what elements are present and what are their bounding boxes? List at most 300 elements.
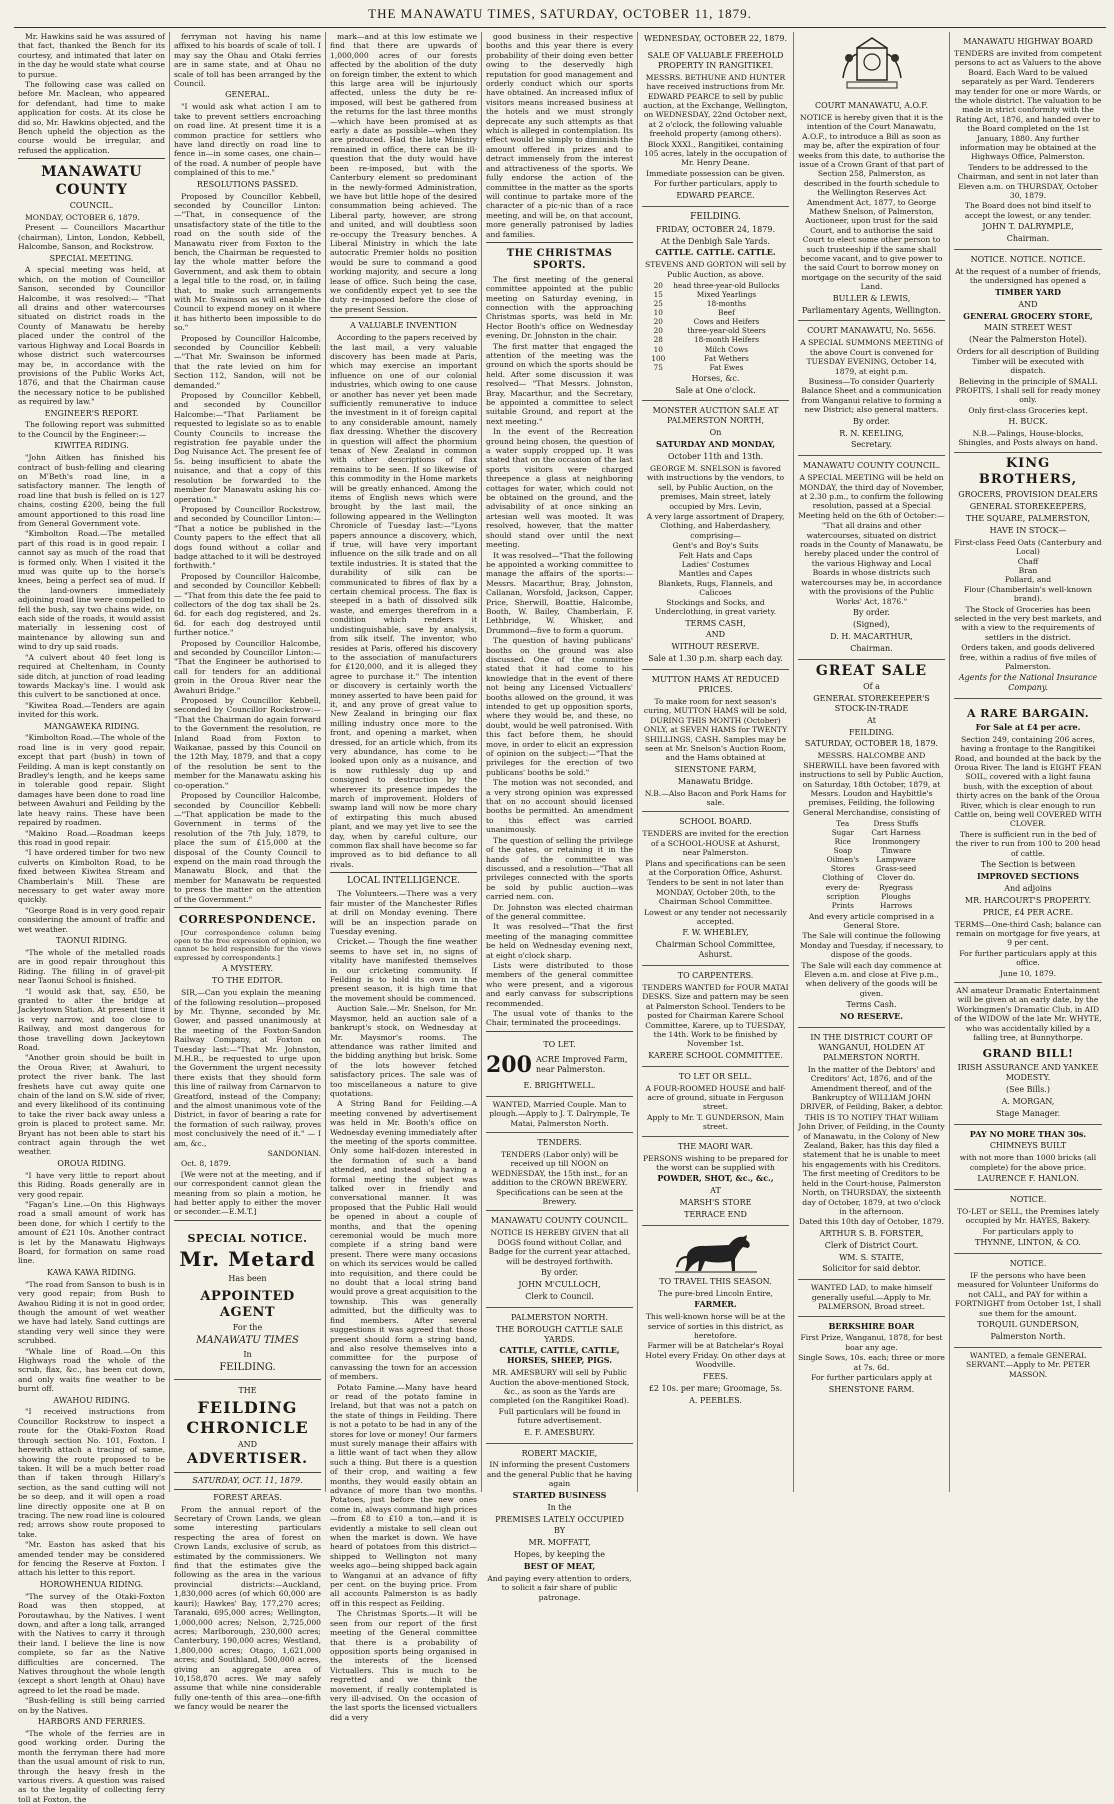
article-title: LOCAL INTELLIGENCE. (346, 876, 461, 887)
ad-date: WEDNESDAY, OCTOBER 22, 1879. (643, 34, 788, 43)
ad-title: THE BOROUGH CATTLE SALE YARDS. (496, 1324, 623, 1344)
resolution: Proposed by Councillor Halcombe, seconded by Councillor Kebbell:—"That application be made to the Government in terms of the resolution of the 7th July, 1879, to place the sum of £15,000 at the disposal of the County Council to expend on the main road through the Manawatu Block, and that the member for Manawatu be requested to press the matter on the attention of the Government." (174, 791, 321, 904)
ad-signature: KARERE SCHOOL COMMITTEE. (648, 1050, 783, 1060)
stock-desc: Mixed Yearlings (696, 290, 757, 300)
editorial-note: [Our correspondence column being open to the free expression of opinion, we cannot be held responsible for the views expressed by correspondents.] (174, 928, 321, 962)
ad-line: And adjoins (1004, 883, 1052, 893)
ad-text: GEORGE M. SNELSON is favored with instructions by the vendors, to sell, by Public Auction, on the premises, Main street, lately occupied by Mrs. Levin, (646, 464, 785, 511)
ad-text: WANTED LAD, to make himself generally useful.—Apply to Mr. PALMERSON, Broad street. (810, 1283, 933, 1312)
section-subheading: COUNCIL. (69, 201, 114, 210)
ad-text: June 10, 1879. (1000, 968, 1056, 978)
dramatic-ad (954, 983, 1102, 1125)
article-text: "The survey of the Otaki-Foxton Road was then stopped, at Poroutawhau, by the Natives. I went down, and after a long talk, arranged with the Natives to carry it through their land. I believe the line is now complete, so far as the Native difficulties are concerned. The Natives throughout the whole length (except a short length at Ohau) have agreed to let the road be made. (18, 1591, 165, 1695)
article-text: "I would ask that, say, £50, be granted to alter the bridge at Jackeytown Station. At present time it is very narrow, and too close to Railway, and most dangerous for those travelling down Jackeytown Road. (18, 986, 165, 1052)
ad-text: For further particulars apply at this office. (959, 948, 1097, 968)
ad-signature: H. BUCK. (1008, 417, 1048, 427)
stock-count: 10 (653, 344, 663, 354)
ad-line: MARSH'S STORE (679, 1198, 752, 1208)
letter-salutation: TO THE EDITOR. (211, 976, 283, 986)
ad-text: AN amateur Dramatic Entertainment will be given at an early date, by the Workingmen's Dramatic Club, in AID of the WIDOW of the late Mr. WHYTE, who was accidentally killed by a falling tree, at Bunnythorpe. (954, 985, 1102, 1042)
section-heading: CORRESPONDENCE. (178, 912, 317, 926)
editorial-note: [We were not at the meeting, and if our correspondent cannot glean the meaning from so plain a motion, he had better apply to either the mover or seconder.—E.M.T.] (174, 1169, 321, 1217)
divider (330, 872, 477, 873)
ad-title: GRAND BILL! (982, 1047, 1074, 1061)
notice-line: In (243, 1349, 252, 1359)
ad-text: This well-known horse will be at the service of sorties in this district, as heretofore. (645, 1312, 786, 1341)
article-text: "Kiwitea Road.—Tenders are again invited for this work. (18, 700, 165, 720)
ad-text: Apply to Mr. T. GUNDERSON, Main street. (646, 1112, 785, 1132)
article-text: ferryman not having his name affixed to his boards of scale of toll. I may say the Ohau and Otaki ferries are in same state, and at Ohau no scale of toll has been arranged by the Council. (174, 32, 321, 89)
article-text: good business in their respective booths and this year there is every probability of their doing even better owing to the deservedly high reputation for good management and orderly conduct which our sports have obtained. An increased influx of visitors means increased business at the hotels and we must strongly deprecate any such attempts as that which is alleged in contemplation. Its effect would be simply to diminish the amount offered in prizes and to detract immensely from the interest and attractiveness of the sports. We fully endorse the action of the committee in the matter as the sports will continue to partake more of the character of a pic-nic than of a race meeting, and will be, on that account, more generally patronised by ladies and families. (486, 32, 633, 239)
ad-text: STEVENS AND GORTON will sell by Public Auction, as above. (645, 260, 786, 279)
subhead: KAWA KAWA RIDING. (47, 1267, 136, 1277)
ad-line: For Sale at £4 per acre. (975, 721, 1081, 732)
ad-text: TENDERS (Labor only) will be received up till NOON on WEDNESDAY, the 15th inst., for an addition to the CROWN BREWERY. Specifications can be seen at the Brewery. (491, 1150, 628, 1207)
stock-count: 20 (653, 281, 663, 291)
ad-text: A SPECIAL SUMMONS MEETING of the above Court is convened for TUESDAY EVENING, October 14, 1879, at eight p.m. (800, 338, 943, 376)
ad-title: PALMERSTON NORTH. (510, 1312, 608, 1322)
ad-title: MANAWATU HIGHWAY BOARD (963, 37, 1093, 46)
stock-row (647, 308, 783, 317)
ad-text: At the request of a number of friends, the undersigned has opened a (955, 266, 1101, 286)
to-let-ad (486, 1035, 633, 1097)
court-notice (798, 96, 945, 321)
agent-notice (174, 1224, 321, 1380)
agent-name: Mr. Metard (179, 1247, 316, 1272)
divider (174, 1220, 321, 1221)
ad-signature: F. W. WHEBLEY, (682, 928, 749, 938)
stock-desc: Milch Cows (704, 344, 749, 354)
letter-title: A MYSTERY. (221, 964, 274, 974)
stock-row (647, 335, 783, 344)
ad-title: KING BROTHERS, (978, 455, 1078, 487)
ad-text: For further particulars, apply to (653, 179, 778, 189)
timber-yard-ad (954, 250, 1102, 453)
subhead: HARBORS AND FERRIES. (37, 1716, 146, 1726)
stallion-ad (642, 1226, 789, 1410)
goods-item: Oilmen's (826, 855, 859, 865)
stock-count: 100 (651, 353, 666, 363)
ad-signature: E. F. AMESBURY. (524, 1427, 595, 1437)
resolution: Proposed by Councillor Kebbell, seconded by Councillor Rockstrow:— "That the Chairman do again forward to the Government the resolution, re Inland Road from Foxton to Waikanae, passed by this Council on the 12th May, 1879, and that a copy of the resolution be sent to the member for the Manawatu asking his co-operation." (174, 696, 321, 790)
subhead: GENERAL. (225, 90, 270, 100)
stock-count: 15 (653, 290, 663, 300)
article-title: THE CHRISTMAS SPORTS. (506, 247, 613, 272)
article-text: The question of selling the privilege of the gates, or retaining it in the hands of the committee was discussed, and a resolution—"That all privileges connected with the sports be sold by public auction—was carried nem. con. (486, 835, 633, 902)
divider (174, 1472, 321, 1473)
section-heading: MANAWATU COUNTY (41, 164, 142, 198)
dateline: SATURDAY, OCT. 11, 1879. (192, 1475, 303, 1485)
ad-text: IN informing the present Customers and the general Public that he having again (486, 1460, 633, 1489)
ad-title: MUTTON HAMS AT REDUCED PRICES. (651, 675, 780, 695)
dogs-notice (486, 1211, 633, 1307)
dateline: MONDAY, OCTOBER 6, 1879. (25, 212, 140, 222)
ad-line: (See Bills.) (1006, 1084, 1050, 1094)
ad-text: N.B.—Palings, House-blocks, Shingles, and Posts always on hand. (958, 429, 1098, 448)
wanted-lad-ad (798, 1280, 945, 1316)
ad-line: Chairman School Committee, Ashurst. (655, 940, 776, 960)
ad-line: Of a (863, 681, 880, 691)
divider (18, 158, 165, 159)
article-text: A special meeting was held, at which, on the motion of Councillor Sanson, seconded by Councillor Halcombe, it was resolved:— "That all drains and other watercourses situated on district roads in the County of Manawatu be hereby placed under the control of the various Highway and Local Boards in whose district such watercourses may be, in accordance with the provisions of the Public Works Act, 1876, and that the Chairman cause the necessary notice to be published as required by law." (18, 265, 165, 407)
ad-text: Single Sows, 10s. each; three or more at 7s. 6d. (798, 1353, 945, 1372)
article-text: "Bush-felling is still being carried on by the Natives. (18, 1696, 165, 1715)
notice-line: Has been (228, 1274, 267, 1284)
columns (14, 32, 1106, 1804)
ad-line: TERRACE END (684, 1210, 747, 1220)
ad-line: MR. HARCOURT'S PROPERTY. (964, 895, 1092, 905)
stock-desc: 18-months (706, 299, 747, 309)
article-text: A String Band for Feilding.—A meeting convened by advertisement was held in Mr. Booth's office on Wednesday evening immediately after the meeting of the sports committee. Only some half-dozen interested in the formation of such a band attended, and instead of having a formal meeting the subject was talked over in friendly and conversational manner. It was proposed that the Public Hall would be opened in about a couple of months, and that the opening ceremonial would be much more complete if a string band were present. There were many occasions on which its services would be called into requisition, and there could be no doubt that a local string band would prove a great acquisition to the township. This was generally admitted, but the difficulty was to find members. After several suggestions it was agreed that those present should form a string band, and also resolve themselves into a committee for the purpose of canvassing the town for an accession of members. (330, 1099, 478, 1382)
ad-signature: SHENSTONE FARM. (828, 1384, 915, 1394)
stock-desc: 18-month Heifers (693, 335, 759, 345)
goods-item: Sugar (831, 828, 854, 838)
ad-text: For further particulars apply at (811, 1373, 932, 1383)
goods-item: Stores (830, 864, 855, 874)
ad-line: Secretary. (850, 440, 893, 450)
ad-text: TO-LET or SELL, the Premises lately occupied by Mr. HAYES, Bakery. (956, 1207, 1100, 1226)
stock-desc: Fat Ewes (709, 362, 744, 372)
goods-row (818, 846, 924, 855)
chimneys-ad (954, 1125, 1102, 1191)
article-text: Auction Sale.—Mr. Snelson, for Mr. Maysmor, held an auction sale of a bankrupt's stock, on Wednesday at Mr. Maysmor's rooms. The attendance was rather limited and the bidding anything but brisk. Some of the lots however fetched satisfactory prices. The sale was of too miscellaneous a nature to give quotations. (330, 1004, 477, 1098)
notice-line: APPOINTED AGENT (200, 1289, 295, 1321)
article-text: "Kimbolton Road.—The whole of the road line is in very good repair, except that part (bush) in town of Feilding. A man is kept constantly on Bradley's length, and he keeps same in tolerable good repair. Slight damages have been done to road line between Awahuri and Feilding by the late heavy rains. These have been repaired by roadmen. (18, 733, 165, 828)
article-text: The motion was not seconded, and a very strong opinion was expressed that on no account should licensed booths be permitted. An amendment to this effect was carried unanimously. (486, 778, 633, 835)
goods-item: Ryegrass (879, 882, 913, 892)
letter-date: Oct. 8, 1879. (181, 1159, 231, 1169)
ad-line: Horses, &c. (691, 373, 740, 383)
ad-line: HAVE IN STOCK— (989, 525, 1067, 535)
ad-signature: BULLER & LEWIS, (832, 293, 911, 303)
ad-text: MESSRS. BETHUNE AND HUNTER have received instructions from Mr. EDWARD PEARCE to sell by public auction, at the Exchange, Wellington, on WEDNESDAY, 22nd October next, at 2 o'clock, the following valuable freehold property (among others). (643, 72, 788, 139)
goods-item: Ploughs (881, 891, 911, 901)
stock-count: 75 (653, 362, 663, 372)
ad-text: IF the persons who have been measured for Volunteer Uniforms do not CALL, and PAY for within a FORTNIGHT from October 1st, I shall sue them for the amount. (954, 1271, 1102, 1318)
goods-row (818, 828, 924, 837)
ad-line: October 11th and 13th. (667, 452, 764, 462)
ad-text: THIS IS TO NOTIFY THAT William John Driver, of Feilding, in the County of Manawatu, in the Colony of New Zealand, Baker, has this day filed a statement that he is unable to meet his engagements with his Creditors. The first meeting of Creditors to be held in the Court-house, Palmerston North, on THURSDAY, the sixteenth day of October, 1879, at two o'clock in the afternoon. (798, 1112, 945, 1216)
ad-text: Business—To consider Quarterly Balance Sheet and a communication from Wanganui relative to forming a new District; also general matters. (801, 376, 942, 415)
ad-text: TENDERS are invited from competent persons to act as Valuers to the above Board. Each Ward to be valued separately as per Ward. Tenderers may tender for one or more Wards, or the whole district. The valuation to be made in strict conformity with the Rating Act, 1876, and handed over to the Board completed on the 1st January, 1880. Any further information may be obtained at the Highways Office, Palmerston. (954, 48, 1102, 162)
article-text: The following case was called on before Mr. Maclean, who appeared for defendant, had time to make application for costs. At its close he did so, Mr. Hawkins objected, and the Bench upheld the objection as the course would be irregular, and refused the application. (18, 80, 165, 155)
column-3 (326, 32, 482, 1722)
letter-text: SIR,—Can you explain the meaning of the following resolution—proposed by Mr. Thynne, seconded by Mr. Gower, and passed unanimously at the meeting of the Foxton-Sandon Railway Company, at Foxton on Tuesday last:—"That Mr. Johnston, M.H.R., be requested to urge upon the Government the urgent necessity there exists that they should form this line of railway from Carnarvon to Greatford, instead of the Company; and the almost unanimous vote of the District, in favor of bearing a rate for the formation of such railway, proves most conclusively the need of it." — I am, &c., (174, 988, 321, 1148)
stock-desc: Beef (718, 308, 735, 318)
ad-line: STARTED BUSINESS (512, 1489, 607, 1500)
resolution: Proposed by Councillor Halcombe, seconded by Councillor Kebbell:—"That Mr. Swainson be informed that the rate levied on him for Section 112, Sandon, will not be demanded." (174, 333, 321, 390)
ad-text: In the matter of the Debtors' and Creditors' Act, 1876, and of the Amendment thereof, and of the Bankruptcy of WILLIAM JOHN DRIVER, of Feilding, Baker, a debtor. (799, 1064, 944, 1112)
ad-line: IRISH ASSURANCE AND YANKEE MODESTY. (957, 1063, 1099, 1082)
goods-row (818, 901, 924, 910)
letter-signature: SANDONIAN. (267, 1149, 321, 1158)
goods-item: Clover do. (877, 873, 915, 883)
ad-signature: A. PEEBLES. (689, 1395, 742, 1405)
ad-title: TO CARPENTERS. (677, 971, 754, 981)
ad-text: First-class Feed Oats (Canterbury and Local) Chaff Bran Pollard, and Flour (Chamberlain's well-known brand). (954, 537, 1102, 604)
ad-text: Full particulars will be found in future advertisement. (498, 1406, 621, 1426)
stock-desc: Cows and Heifers (693, 317, 760, 327)
ad-text: Plans and specifications can be seen at the Corporation Office, Ashurst. (645, 858, 786, 877)
goods-item: Tinware (880, 846, 912, 856)
ad-title: THE MAORI WAR. (677, 1141, 754, 1151)
article-text: In the event of the Recreation ground being chosen, the question of a water supply cropped up. It was stated that on the occasion of the last sports visitors were charged threepence a glass at neighboring cottages for water, which could not be obtained on the ground, and the advisability of at once sinking an artesian well was mooted. It was resolved, however, that the matter should stand over until the next meeting. (486, 427, 633, 550)
article-text: "Another groin should be built in the Oroua River, at Awahuri, to protect the river bank. The last freshets have cut away quite one chain of the land on S.W. side of river, and every likelihood of its continuing to take the river back away unless a groin is placed to protect same. Mr. Bryant has not been able to start his contract again through the wet weather. (18, 1053, 165, 1157)
goods-item: Prints (831, 900, 854, 910)
ad-text: A FOUR-ROOMED HOUSE and half-acre of ground, situate in Ferguson street. (645, 1083, 786, 1112)
ad-text: Orders for all description of Building Timber will be executed with dispatch. (956, 347, 1100, 376)
ad-line: NO RESERVE. (839, 1011, 904, 1022)
premises-ad (954, 1190, 1102, 1254)
ad-text: And every article comprised in a General Store. (808, 911, 935, 931)
article-text: "I have ordered timber for two new culverts on Kimbolton Road, to be fixed between Kiwitea Stream and Chamberlain's Mill. These are necessary to get water away more quickly. (18, 848, 165, 905)
ad-line: TERMS CASH, (685, 618, 746, 628)
cattle-sale-ad (642, 207, 789, 402)
goods-row (818, 819, 924, 828)
ad-text: MR. AMESBURY will sell by Public Auction the above-mentioned Stock, &c., as soon as the Yards are completed (on the Rangitikei Road). (489, 1368, 630, 1406)
ad-text: A very large assortment of Drapery, Clothing, and Haberdashery, comprising— (646, 512, 785, 540)
ad-title: TO TRAVEL THIS SEASON. (659, 1277, 772, 1287)
ad-line: FEILDING. (848, 727, 895, 737)
goods-item: Clothing of (822, 873, 864, 883)
ad-text: NOTICE is hereby given that it is the intention of the Court Manawatu, A.O.F., to introduce a Bill as soon as may be, after the expiration of four weeks from this date, to authorise the issue of a Crown Grant of that part of Section 258, Palmerston, as described in the fourth schedule to the Wellington Reserves Act Amendment Act, 1877, to George Mathew Snelson, of Palmerston, Auctioneer, upon trust for the said Court, and to authorise the said Court to elect some other person to such trusteeship if the same shall become vacant, and to give power to the said Court to borrow money on mortgage on the security of the said Land. (798, 112, 945, 292)
ad-line: Sale at One o'clock. (675, 385, 756, 395)
ad-title: TO LET. (543, 1039, 576, 1049)
notice-line: MANAWATU TIMES (196, 1335, 299, 1347)
ad-line: Clerk of District Court. (824, 1240, 919, 1250)
goods-row (818, 864, 924, 873)
stock-desc: head three-year-old Bullocks (673, 281, 780, 291)
masthead-line: AND (237, 1439, 258, 1449)
acre-count: 200 (486, 1051, 532, 1078)
stock-row (647, 281, 783, 290)
divider (486, 242, 633, 243)
stock-row (647, 363, 783, 372)
ad-line: GENERAL STOREKEEPER'S STOCK-IN-TRADE (813, 693, 930, 713)
stock-desc: three-year-old Steers (687, 326, 766, 336)
article-text: "Whale line of Road.—On this Highways road the whole of the scrub, flax, &c., has been cut down, and only waits fine weather to be burnt off. (18, 1346, 165, 1394)
ad-text: MESSRS. HALCOMBE AND SHERWILL have been favored with instructions to sell by Public Auction, on Saturday, 18th October, 1879, at Messrs. Loudon and Haybittle's premises, Feilding, the following General Merchandise, consisting of (799, 751, 944, 817)
divider (330, 317, 477, 318)
stock-count: 28 (653, 335, 663, 345)
article-text: Mr. Hawkins said he was assured of that fact, thanked the Bench for its courtesy, and intimated that later on in the day he would state what course to pursue. (18, 32, 165, 79)
ad-line: Clerk to Council. (525, 1291, 594, 1301)
ad-line: Hopes, by keeping the (514, 1550, 605, 1560)
monster-auction-ad (642, 401, 789, 670)
article-text: Potato Famine.—Many have heard or read of the potato famine in Ireland, but that was not a patch on the state of things in Feilding. There is not a potato to be had in any of the stores for love or money! Our farmers must surely manage their affairs with a little want of tact when they allow such a thing. But there is a question of their crop, and waiting a few months, they would easily obtain an advance of more than two months. Potatoes, just before the new ones come in, always command high prices—from £8 to £10 a ton,—and it is evidently a mistake to sell clean out when the market is down. We have heard of potatoes from this district—shipped to Wellington not many weeks ago—being shipped back again to Wanganui at an advance of fifty per cent. on the buying price. From all accounts Palmerston is as badly off in this respect as Feilding. (330, 1382, 477, 1608)
article-text: It was resolved—"That the following be appointed a working committee to manage the affairs of the sports:— Messrs. Macarthur, Bray, Johnston, Callanan, Worsfold, Jackson, Capper, Price, Sherwill, Boattie, Halcombe, Booth, W. Bailey, Chamberlain, F. Lethbridge, W. Whisker, and Drummond—five to form a quorum. (486, 550, 633, 635)
subhead: RESOLUTIONS PASSED. (196, 179, 299, 189)
goods-row (818, 873, 924, 882)
wanted-ad (486, 1097, 633, 1133)
column-4 (482, 32, 638, 1602)
article-text: "I have very little to report about this Riding. Roads generally are in very good repair. (18, 1170, 165, 1199)
goods-item: Tea (836, 819, 850, 829)
ad-line: CATTLE. CATTLE. CATTLE. (655, 247, 776, 258)
article-text: It was resolved—"That the first meeting of the managing committee be held on Wednesday evening next, at eight o'clock sharp. (486, 922, 633, 960)
ad-text: Dated this 10th day of October, 1879. (799, 1217, 944, 1227)
ad-signature: A. MORGAN, (1001, 1096, 1055, 1106)
ad-text: The Board does not bind itself to accept the lowest, or any tender. (964, 201, 1092, 220)
ad-line: GROCERS, PROVISION DEALERS (958, 490, 1098, 500)
ad-title: MANAWATU COUNTY COUNCIL. (490, 1216, 629, 1226)
article-text: The first matter that engaged the attention of the meeting was the ground on which the sports should be held. After some discussion it was resolved— "That Messrs. Johnston, Bray, Macarthur, and the Secretary, be appointed a committee to select suitable Ground, and report at the next meeting." (486, 341, 633, 426)
column-6 (794, 32, 950, 1492)
masthead: THE MANAWATU TIMES, SATURDAY, OCTOBER 11, 1879. (14, 6, 1106, 28)
ad-line: By order. (541, 1267, 578, 1277)
ad-line: PREMISES LATELY OCCUPIED (495, 1514, 624, 1524)
ad-text: Tenders to be addressed to the Chairman, and sent in not later than Eleven a.m. on THURSDAY, October 30, 1879. (957, 162, 1099, 200)
stock-row (647, 299, 783, 308)
ad-title: TO LET OR SELL. (678, 1071, 753, 1081)
ad-line: The Section is between (980, 860, 1076, 869)
ad-line: Chairman. (1006, 234, 1050, 244)
summons-notice (798, 321, 945, 456)
ad-line: By order. (853, 607, 890, 617)
ad-line: On (709, 428, 722, 438)
ad-signature: THYNNE, LINTON, & CO. (975, 1238, 1081, 1248)
ad-line: By order. (853, 416, 890, 426)
ad-line: SATURDAY, OCTOBER 18, 1879. (804, 739, 939, 749)
ad-title: GREAT SALE (815, 662, 928, 679)
freehold-sale-ad (642, 46, 789, 207)
ad-text: "That all drains and other watercourses, situated on district roads in the County of Manawatu, be hereby placed under the control of the various Highway and Local Boards in whose districts such watercourses may be, in accordance with the provisions of the Public Works' Act, 1876." (799, 521, 944, 606)
ad-text: Farmer will be at Batchelar's Royal Hotel every Friday. On other days at Woodville. (645, 1341, 786, 1370)
ad-title: ROBERT MACKIE, (521, 1448, 598, 1458)
stock-row (647, 317, 783, 326)
subhead: MANGAWEKA RIDING. (43, 721, 140, 731)
subhead: AWAHOU RIDING. (53, 1395, 130, 1405)
ad-line: (Signed), (853, 619, 890, 629)
article-title: A VALUABLE INVENTION (350, 321, 457, 331)
ad-title: MONSTER AUCTION SALE AT PALMERSTON NORTH, (652, 406, 779, 426)
ad-line: At (867, 715, 876, 725)
ad-title: NOTICE. (1009, 1195, 1047, 1205)
ad-text: First Prize, Wanganui, 1878, for best boar any age. (800, 1333, 943, 1352)
article-text: "Kimbolton Road.—The metalled part of this road is in good repair. I cannot say as much of the road that is formed only. When I visited it the mud was quite up to the horse's knees, being a perfect sea of mud. If the land-owners immediately adjoining road line were compelled to fell the bush, say two chains wide, on each side of the roads, it would assist materially in lessening cost of maintenance by allowing sun and wind to dry up said roads. (18, 529, 165, 652)
ad-signature: R. N. KEELING, (839, 428, 904, 438)
ad-signature: D. H. MACARTHUR, (830, 631, 913, 641)
subhead: TAONUI RIDING. (55, 935, 128, 945)
article-text: The following report was submitted to the Council by the Engineer:— (18, 420, 165, 439)
ad-line: WITHOUT RESERVE. (671, 642, 760, 652)
ad-signature: E. BRIGHTWELL. (523, 1080, 596, 1090)
ad-line: GENERAL GROCERY STORE, (963, 310, 1093, 321)
goods-row (818, 892, 924, 901)
cattle-yards-ad (486, 1308, 633, 1444)
ad-line: POWDER, SHOT, &c., &c., (657, 1173, 774, 1184)
ad-title: SALE OF VALUABLE FREEHOLD PROPERTY IN RANGITIKEI. (647, 50, 784, 70)
boar-ad (798, 1317, 945, 1400)
divider (174, 907, 321, 908)
ad-text: The Stock of Groceries has been selected in the very best markets, and with a view to the requirements of settlers in the district. (954, 604, 1102, 642)
king-brothers-ad (954, 453, 1102, 699)
ad-text: The Sale will each day commence at Eleven a.m. and close at Five p.m., when delivery of the goods will be given. (801, 960, 942, 998)
resolution: Proposed by Councillor Kebbell, seconded by Councillor Linton:—"That, in consequence of the unsatisfactory state of the title to the road on the south side of the Manawatu river from Foxton to the bench, the Chairman be requested to lay the whole matter before the Government, and ask them to obtain a legal title to the road, or, in failing that, to make such arrangements with Mr. Swainson as will enable the Council to expend money on it where it has hitherto been impossible to do so." (174, 191, 321, 333)
divider (486, 1031, 633, 1032)
article-text: Lists were distributed to those members of the general committee who were present, and a vigorous and early canvass for subscriptions recommended. (486, 960, 633, 1008)
notice-line: For the (232, 1323, 263, 1333)
ad-line: BY (553, 1526, 566, 1536)
ad-line: FRIDAY, OCTOBER 24, 1879. (656, 224, 775, 234)
article-text: "A culvert about 40 feet long is required at Cheltenham, in County side ditch, at junction of road leading towards Mackay's line. I would ask this culvert to be sanctioned at once. (18, 652, 165, 700)
ad-text: ACRE Improved Farm, near Palmerston. (535, 1055, 628, 1075)
ad-line: GENERAL STOREKEEPERS, (969, 501, 1087, 511)
ad-line: At the Denbigh Sale Yards. (661, 236, 770, 246)
stock-table (647, 281, 783, 371)
powder-ad (642, 1137, 789, 1226)
ad-line: CATTLE, CATTLE, CATTLE, HORSES, SHEEP, PIGS. (499, 1345, 620, 1366)
resolution: Proposed by Councillor Kebbell, and seconded by Councillor Halcombe:—"That Parliament be requested to legislate so as to enable County Councils to increase the registration fee payable under the Dog Nuisance Act. The present fee of 5s. being insufficient to abate the nuisance, and that a copy of this resolution be forwarded to the member for Manawatu asking his co-operation." (174, 391, 321, 504)
goods-item: scription (826, 891, 860, 901)
divider (174, 1489, 321, 1490)
ad-text: The pure-bred Lincoln Entire, (658, 1288, 773, 1298)
ad-line: SATURDAY AND MONDAY, (656, 439, 775, 450)
ad-text: Believing in the principle of SMALL PROFITS, I shall sell for ready money only. (955, 376, 1101, 405)
stock-count: 25 (653, 299, 663, 309)
ad-line: FEES. (703, 1371, 728, 1381)
ad-text: Gent's and Boy's Suits Felt Hats and Caps Ladies' Costumes Mantles and Capes Blankets, Rugs, Flannels, and Calicoes Stockings and Socks, and Underclothing, in great variety. (654, 541, 777, 617)
ad-line: Chairman. (850, 643, 893, 653)
article-text: "Makino Road.—Roadman keeps this road in good repair. (18, 828, 165, 847)
article-text: The Christmas Sports.—It will be seen from our report of the first meeting of the General committee that there is a probability of opposition sports being organised in the interests of the licensed Victuallers. This is much to be regretted and we think the movement, if really contemplated is very ill-advised. On the occasion of the last sports the licensed victuallers did a very (330, 1609, 477, 1722)
article-text: "I received instructions from Councillor Rockstrow to inspect a route for the Otaki-Foxton Road through section No. 101, Foxton. I herewith attach a tracing of same, showing the route proposed to be taken. It will be a much better road than if taken through Hillary's section, as the sand cutting will not be so deep, and it will open a road line directly opposite one at B on tracing. The new road line is coloured red; arrows show route proposed to take. (18, 1407, 165, 1539)
stock-row (647, 345, 783, 354)
foresters-crest-icon (837, 34, 907, 94)
ad-text: Lowest or any tender not necessarily accepted. (644, 907, 787, 926)
stock-count: 10 (653, 308, 663, 318)
ad-line: Manawatu Bridge. (677, 776, 754, 786)
article-text: From the annual report of the Secretary of Crown Lands, we glean some interesting particulars respecting the area of forest on Crown Lands, exclusive of scrub, as estimated by the commissioners. We find that the estimates give the following as the area in the various provincial districts:—Auckland, 1,830,000 acres (of which 60,000 are kauri); Hawkes' Bay, 177,270 acres; Taranaki, 695,000 acres; Wellington, 1,000,000 acres; Nelson, 2,725,000 acres; Marlborough, 230,000 acres; Canterbury, 190,000 acres; Westland, 1,800,000 acres; Otago, 1,621,000 acres; and Southland, 500,000 acres, giving an aggregate area of 10,158,870 acres. We may safely assume that while nine considerable fully one-tenth of this area—one-fifth we fancy would be nearer the (174, 1504, 321, 1712)
ad-line: IMPROVED SECTIONS (976, 870, 1080, 881)
ad-line: BEST OF MEAT, (523, 1561, 596, 1572)
column-5 (638, 32, 794, 1492)
goods-table (818, 819, 924, 909)
article-text: Dr. Johnston was elected chairman of the general committee. (486, 902, 633, 921)
masthead-line: THE (238, 1385, 257, 1395)
ad-line: FARMER. (694, 1299, 737, 1310)
school-ad (642, 812, 789, 966)
ad-text: TERMS—One-third Cash; balance can remain on mortgage for five years, at 9 per cent. (954, 919, 1102, 948)
butcher-ad (486, 1444, 633, 1607)
ad-line: PRICE, £4 PER ACRE. (982, 907, 1074, 917)
ad-title: PAY NO MORE THAN 30s. (969, 1128, 1087, 1139)
subhead: SPECIAL MEETING. (49, 253, 134, 263)
stock-row (647, 326, 783, 335)
article-text: "Fagan's Line.—On this Highways road a small amount of work has been done, for which I certify to the amount of £21 10s. Another contract is let by the Manawatu Highways Board, for formation on same road line. (18, 1199, 165, 1266)
horse-illustration (673, 1231, 759, 1275)
ad-line: Stage Manager. (995, 1108, 1061, 1118)
ad-title: A RARE BARGAIN. (966, 707, 1090, 721)
council-notice (798, 456, 945, 659)
article-text: Present — Councillors Macarthur (chairman), Linton, London, Kebbell, Halcombe, Sanson, and Rockstrow. (18, 223, 165, 252)
notice-line: FEILDING. (219, 1361, 276, 1373)
ad-line: Solicitor for said debtor. (822, 1264, 921, 1274)
ad-text: Immediate possession can be given. (646, 168, 785, 178)
article-text: "The whole of the ferries are in good working order. During the month the ferryman there had more than the usual amount of risk to run, through the heavy fresh in the various rivers. A question was raised as to the legality of collecting ferry toll at Foxton, the (18, 1728, 165, 1804)
resolution: Proposed by Councillor Halcombe, and seconded by Councillor Linton:— "That the Engineer be authorised to call for tenders for an additional groin in the Oroua River near the Awahuri Bridge." (174, 638, 321, 695)
ad-line: MAIN STREET WEST (984, 323, 1072, 333)
ad-text: Tenders to be sent in not later than MONDAY, October 20th, to the Chairman School Committee. (647, 878, 784, 907)
newspaper-title: FEILDING CHRONICLE (186, 1397, 309, 1437)
newspaper-subtitle: ADVERTISER. (187, 1451, 308, 1468)
ad-text: WANTED, Married Couple. Man to plough.—Apply to J. T. Dalrymple, Te Matai, Palmerston North. (489, 1099, 630, 1128)
ad-text: with not more than 1000 bricks (all complete) for the above price. (959, 1153, 1097, 1172)
ad-text: A SPECIAL MEETING will be held on MONDAY, the third day of November, at 2.30 p.m., to confirm the following resolution, passed at a Special Meeting held on the 6th of October:— (798, 473, 945, 520)
stock-row (647, 354, 783, 363)
article-text: "I would ask what action I am to take to prevent settlers encroaching on road line. At present time it is a common practice for settlers who have land directly on road line to fence in—in some cases, one chain—of the road. A number of people have complained of this to me." (174, 102, 321, 178)
subhead: KIWITEA RIDING. (54, 441, 129, 451)
